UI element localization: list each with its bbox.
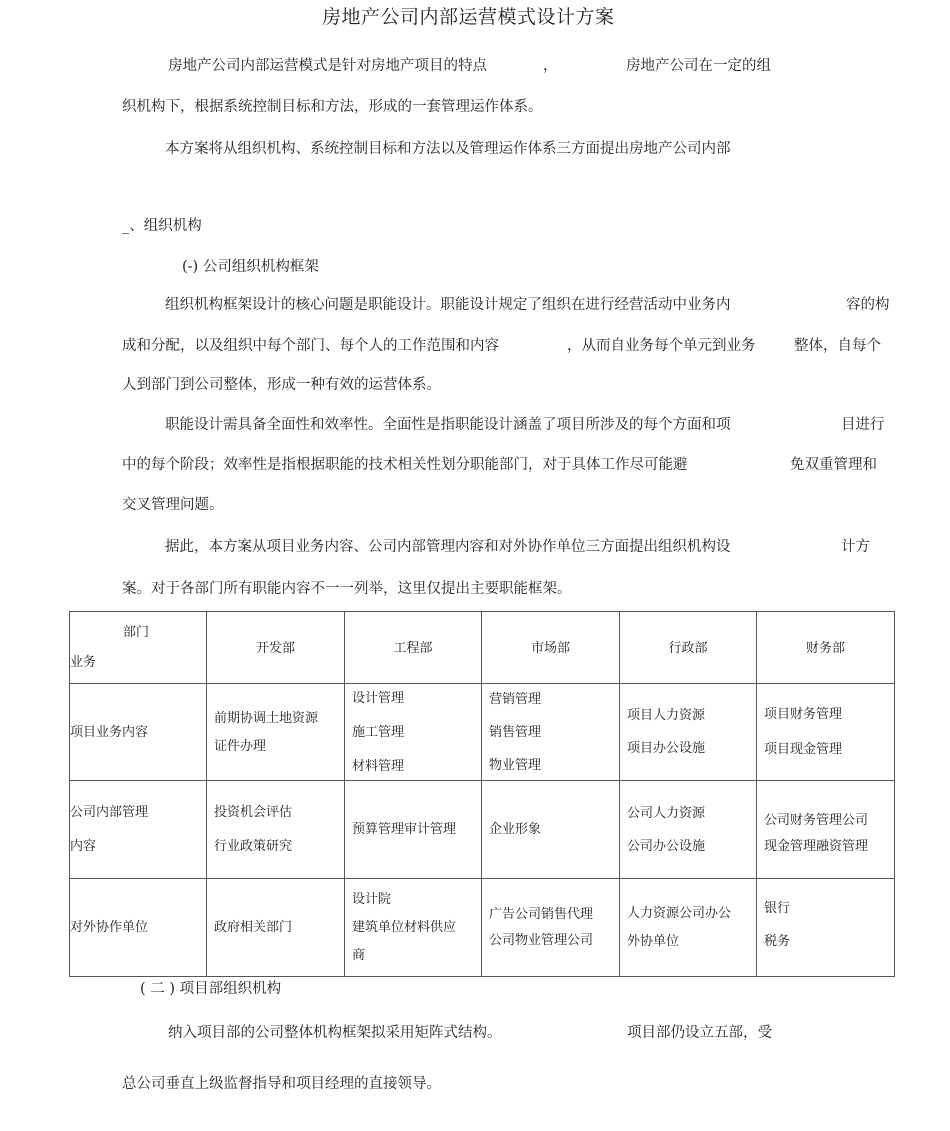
cell-line: 投资机会评估 [214, 805, 293, 820]
cell-line: 物业管理 [489, 757, 542, 773]
row-label-text: 对外协作单位 [70, 920, 149, 935]
cell-line: 银行 [764, 900, 791, 916]
intro-line-1b: ， [543, 58, 558, 74]
p1-line-2c: 整体，自每个 [794, 338, 881, 354]
cell-line: 营销管理 [489, 691, 542, 707]
table-cell [207, 684, 345, 781]
row-label-internal-management [70, 781, 207, 879]
cell-line: 预算管理审计管理 [352, 822, 457, 837]
section-2-line-1a: 纳入项目部的公司整体机构框架拟采用矩阵式结构。 [168, 1025, 502, 1041]
table-cell [482, 684, 620, 781]
p1-line-1a: 组织机构框架设计的核心问题是职能设计。职能设计规定了组织在进行经营活动中业务内 [165, 297, 731, 313]
cell-line: 证件办理 [214, 738, 267, 754]
intro-line-1c: 房地产公司在一定的组 [626, 58, 771, 74]
p3-line-2: 案。对于各部门所有职能内容不一一列举，这里仅提出主要职能框架。 [122, 581, 572, 597]
p1-line-1b: 容的构 [846, 297, 890, 313]
table-cell [620, 781, 757, 879]
row-label-text: 内容 [70, 839, 97, 854]
header-finance-dept: 财务部 [757, 612, 895, 684]
cell-line: 材料管理 [352, 758, 405, 774]
table-cell [482, 879, 620, 977]
cell-line: 公司人力资源 [627, 805, 706, 821]
row-label-project-business [70, 684, 207, 781]
org-function-table [69, 611, 895, 977]
row-label-text: 项目业务内容 [70, 724, 149, 740]
row-label-external-partners [70, 879, 207, 977]
table-cell [207, 879, 345, 977]
cell-line: 项目人力资源 [627, 708, 706, 723]
section-1-heading: _、组织机构 [122, 218, 202, 234]
cell-line: 行业政策研究 [214, 839, 293, 854]
table-header-row [70, 612, 895, 684]
section-2-line-1b: 项目部仍设立五部，受 [627, 1025, 772, 1041]
section-1-sub-heading: (-) 公司组织机构框架 [182, 259, 319, 275]
table-cell [345, 781, 482, 879]
p2-line-1b: 目进行 [841, 417, 885, 433]
table-cell [620, 879, 757, 977]
cell-line: 建筑单位材料供应 [352, 920, 457, 935]
table-corner-cell [70, 612, 207, 684]
p3-line-1a: 据此，本方案从项目业务内容、公司内部管理内容和对外协作单位三方面提出组织机构设 [165, 539, 731, 555]
table-cell [757, 781, 895, 879]
table-cell [345, 879, 482, 977]
p2-line-2a: 中的每个阶段；效率性是指根据职能的技术相关性划分职能部门，对于具体工作尽可能避 [122, 457, 688, 473]
p1-line-3: 人到部门到公司整体，形成一种有效的运营体系。 [122, 377, 441, 393]
section-2-heading: ( 二 ) 项目部组织机构 [140, 981, 282, 997]
intro-line-1a: 房地产公司内部运营模式是针对房地产项目的特点 [168, 58, 487, 74]
table-row [70, 781, 895, 879]
intro-line-3: 本方案将从组织机构、系统控制目标和方法以及管理运作体系三方面提出房地产公司内部 [165, 141, 731, 157]
header-marketing-dept: 市场部 [482, 612, 620, 684]
cell-line: 前期协调土地资源 [214, 710, 319, 726]
table-cell [345, 684, 482, 781]
cell-line: 设计院 [352, 892, 392, 907]
cell-line: 外协单位 [627, 934, 680, 949]
cell-line: 项目现金管理 [764, 742, 843, 757]
row-label-text: 公司内部管理 [70, 805, 149, 820]
p3-line-1b: 计方 [841, 539, 870, 555]
table-row [70, 879, 895, 977]
cell-line: 企业形象 [489, 822, 542, 837]
cell-line: 人力资源公司办公 [627, 906, 732, 921]
corner-label-business: 业务 [70, 655, 97, 670]
table-cell [757, 879, 895, 977]
cell-line: 项目办公设施 [627, 741, 706, 756]
intro-line-2: 织机构下，根据系统控制目标和方法，形成的一套管理运作体系。 [122, 99, 543, 115]
table-cell [620, 684, 757, 781]
cell-line: 商 [352, 948, 366, 963]
p1-line-2a: 成和分配，以及组织中每个部门、每个人的工作范围和内容 [122, 338, 499, 354]
table-cell [482, 781, 620, 879]
cell-line: 税务 [764, 933, 791, 949]
cell-line: 公司物业管理公司 [489, 933, 594, 948]
table-cell [757, 684, 895, 781]
p2-line-1a: 职能设计需具备全面性和效率性。全面性是指职能设计涵盖了项目所涉及的每个方面和项 [165, 417, 731, 433]
cell-line: 设计管理 [352, 690, 405, 706]
header-engineering-dept: 工程部 [345, 612, 482, 684]
header-dev-dept: 开发部 [207, 612, 345, 684]
cell-line: 政府相关部门 [214, 920, 293, 935]
cell-line: 公司办公设施 [627, 838, 706, 854]
p2-line-3: 交叉管理问题。 [122, 497, 224, 513]
table-cell [207, 781, 345, 879]
cell-line: 公司财务管理公司 [764, 813, 869, 828]
p2-line-2b: 免双重管理和 [790, 457, 877, 473]
corner-label-dept: 部门 [123, 625, 150, 640]
table-row [70, 684, 895, 781]
p1-line-2b: ，从而自业务每个单元到业务 [567, 338, 756, 354]
cell-line: 销售管理 [489, 724, 542, 740]
page-title: 房地产公司内部运营模式设计方案 [322, 6, 615, 28]
cell-line: 现金管理融资管理 [764, 839, 869, 854]
cell-line: 施工管理 [352, 724, 405, 740]
section-2-line-2: 总公司垂直上级监督指导和项目经理的直接领导。 [122, 1076, 441, 1092]
header-admin-dept: 行政部 [620, 612, 757, 684]
cell-line: 广告公司销售代理 [489, 907, 594, 922]
cell-line: 项目财务管理 [764, 707, 843, 722]
